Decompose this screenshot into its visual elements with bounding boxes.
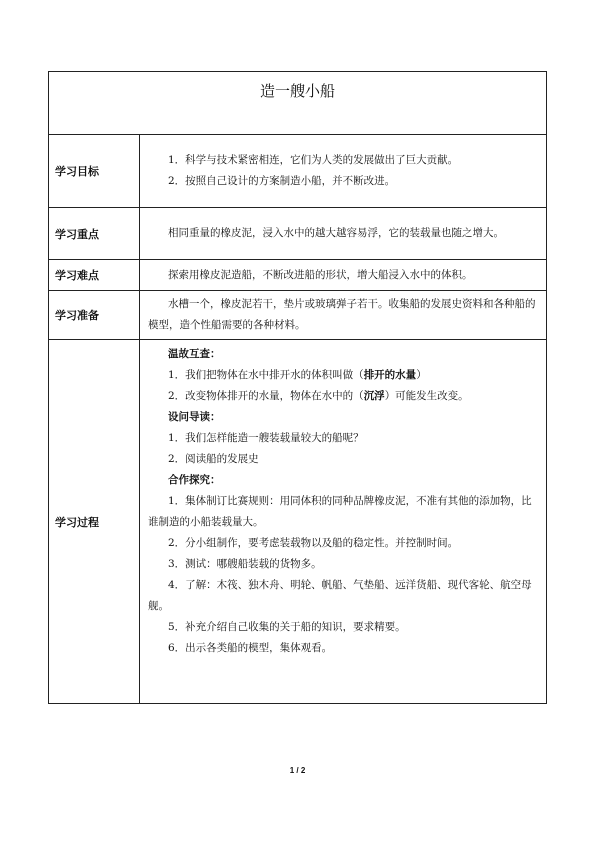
review-2-close: ）可能发生改变。 xyxy=(384,390,469,402)
lesson-plan-table xyxy=(48,71,547,704)
explore-item-5: 5．补充介绍自己收集的关于船的知识，要求精要。 xyxy=(168,621,406,633)
review-1-close: ） xyxy=(416,369,427,381)
row-label-process: 学习过程 xyxy=(49,340,140,704)
difficulties-cell xyxy=(140,260,547,291)
difficulties-text: 探索用橡皮泥造船，不断改进船的形状，增大船浸入水中的体积。 xyxy=(168,268,473,281)
explore-item-1: 1．集体制订比赛规则：用同体积的同种品牌橡皮泥，不准有其他的添加物，比谁制造的小船装载量大。 xyxy=(148,495,532,528)
preparation-text: 水槽一个，橡皮泥若干，垫片或玻璃弹子若干。收集船的发展史资料和各种船的模型，造个性船需要的各种材料。 xyxy=(148,298,536,331)
review-heading: 温故互查： xyxy=(168,348,221,360)
explore-heading: 合作探究： xyxy=(168,474,221,486)
guide-item-2: 2．阅读船的发展史 xyxy=(168,453,259,465)
row-label-objectives: 学习目标 xyxy=(49,135,140,208)
objectives-cell xyxy=(140,135,547,208)
row-label-difficulties: 学习难点 xyxy=(49,260,140,291)
explore-item-3: 3．测试：哪艘船装载的货物多。 xyxy=(168,558,322,570)
objective-item: 1．科学与技术紧密相连，它们为人类的发展做出了巨大贡献。 xyxy=(168,154,459,166)
review-item-2 xyxy=(148,386,538,407)
explore-item-2: 2．分小组制作，要考虑装载物以及船的稳定性。并控制时间。 xyxy=(168,537,459,549)
review-1-text: 1．我们把物体在水中排开水的体积叫做（ xyxy=(168,369,364,381)
guide-item-1: 1．我们怎样能造一艘装载量较大的船呢？ xyxy=(168,432,364,444)
guide-heading: 设问导读： xyxy=(168,411,221,423)
page-title: 造一艘小船 xyxy=(259,82,335,100)
keypoints-text: 相同重量的橡皮泥，浸入水中的越大越容易浮，它的装载量也随之增大。 xyxy=(168,227,504,239)
preparation-cell xyxy=(140,291,547,340)
review-2-answer: 沉浮 xyxy=(363,390,385,402)
row-label-keypoints: 学习重点 xyxy=(49,208,140,260)
objective-item: 2．按照自己设计的方案制造小船，并不断改进。 xyxy=(168,175,396,187)
explore-item-4: 4．了解：木筏、独木舟、明轮、帆船、气垫船、远洋货船、现代客轮、航空母舰。 xyxy=(148,579,532,612)
process-cell xyxy=(140,340,547,704)
explore-item-6: 6．出示各类船的模型，集体观看。 xyxy=(168,642,333,654)
page-number: 1 / 2 xyxy=(289,766,306,775)
review-2-text: 2．改变物体排开的水量，物体在水中的（ xyxy=(168,390,364,402)
review-1-answer: 排开的水量 xyxy=(363,369,417,381)
row-label-preparation: 学习准备 xyxy=(49,291,140,340)
review-item-1 xyxy=(148,365,538,386)
keypoints-cell xyxy=(140,208,547,260)
title-cell xyxy=(49,72,547,135)
